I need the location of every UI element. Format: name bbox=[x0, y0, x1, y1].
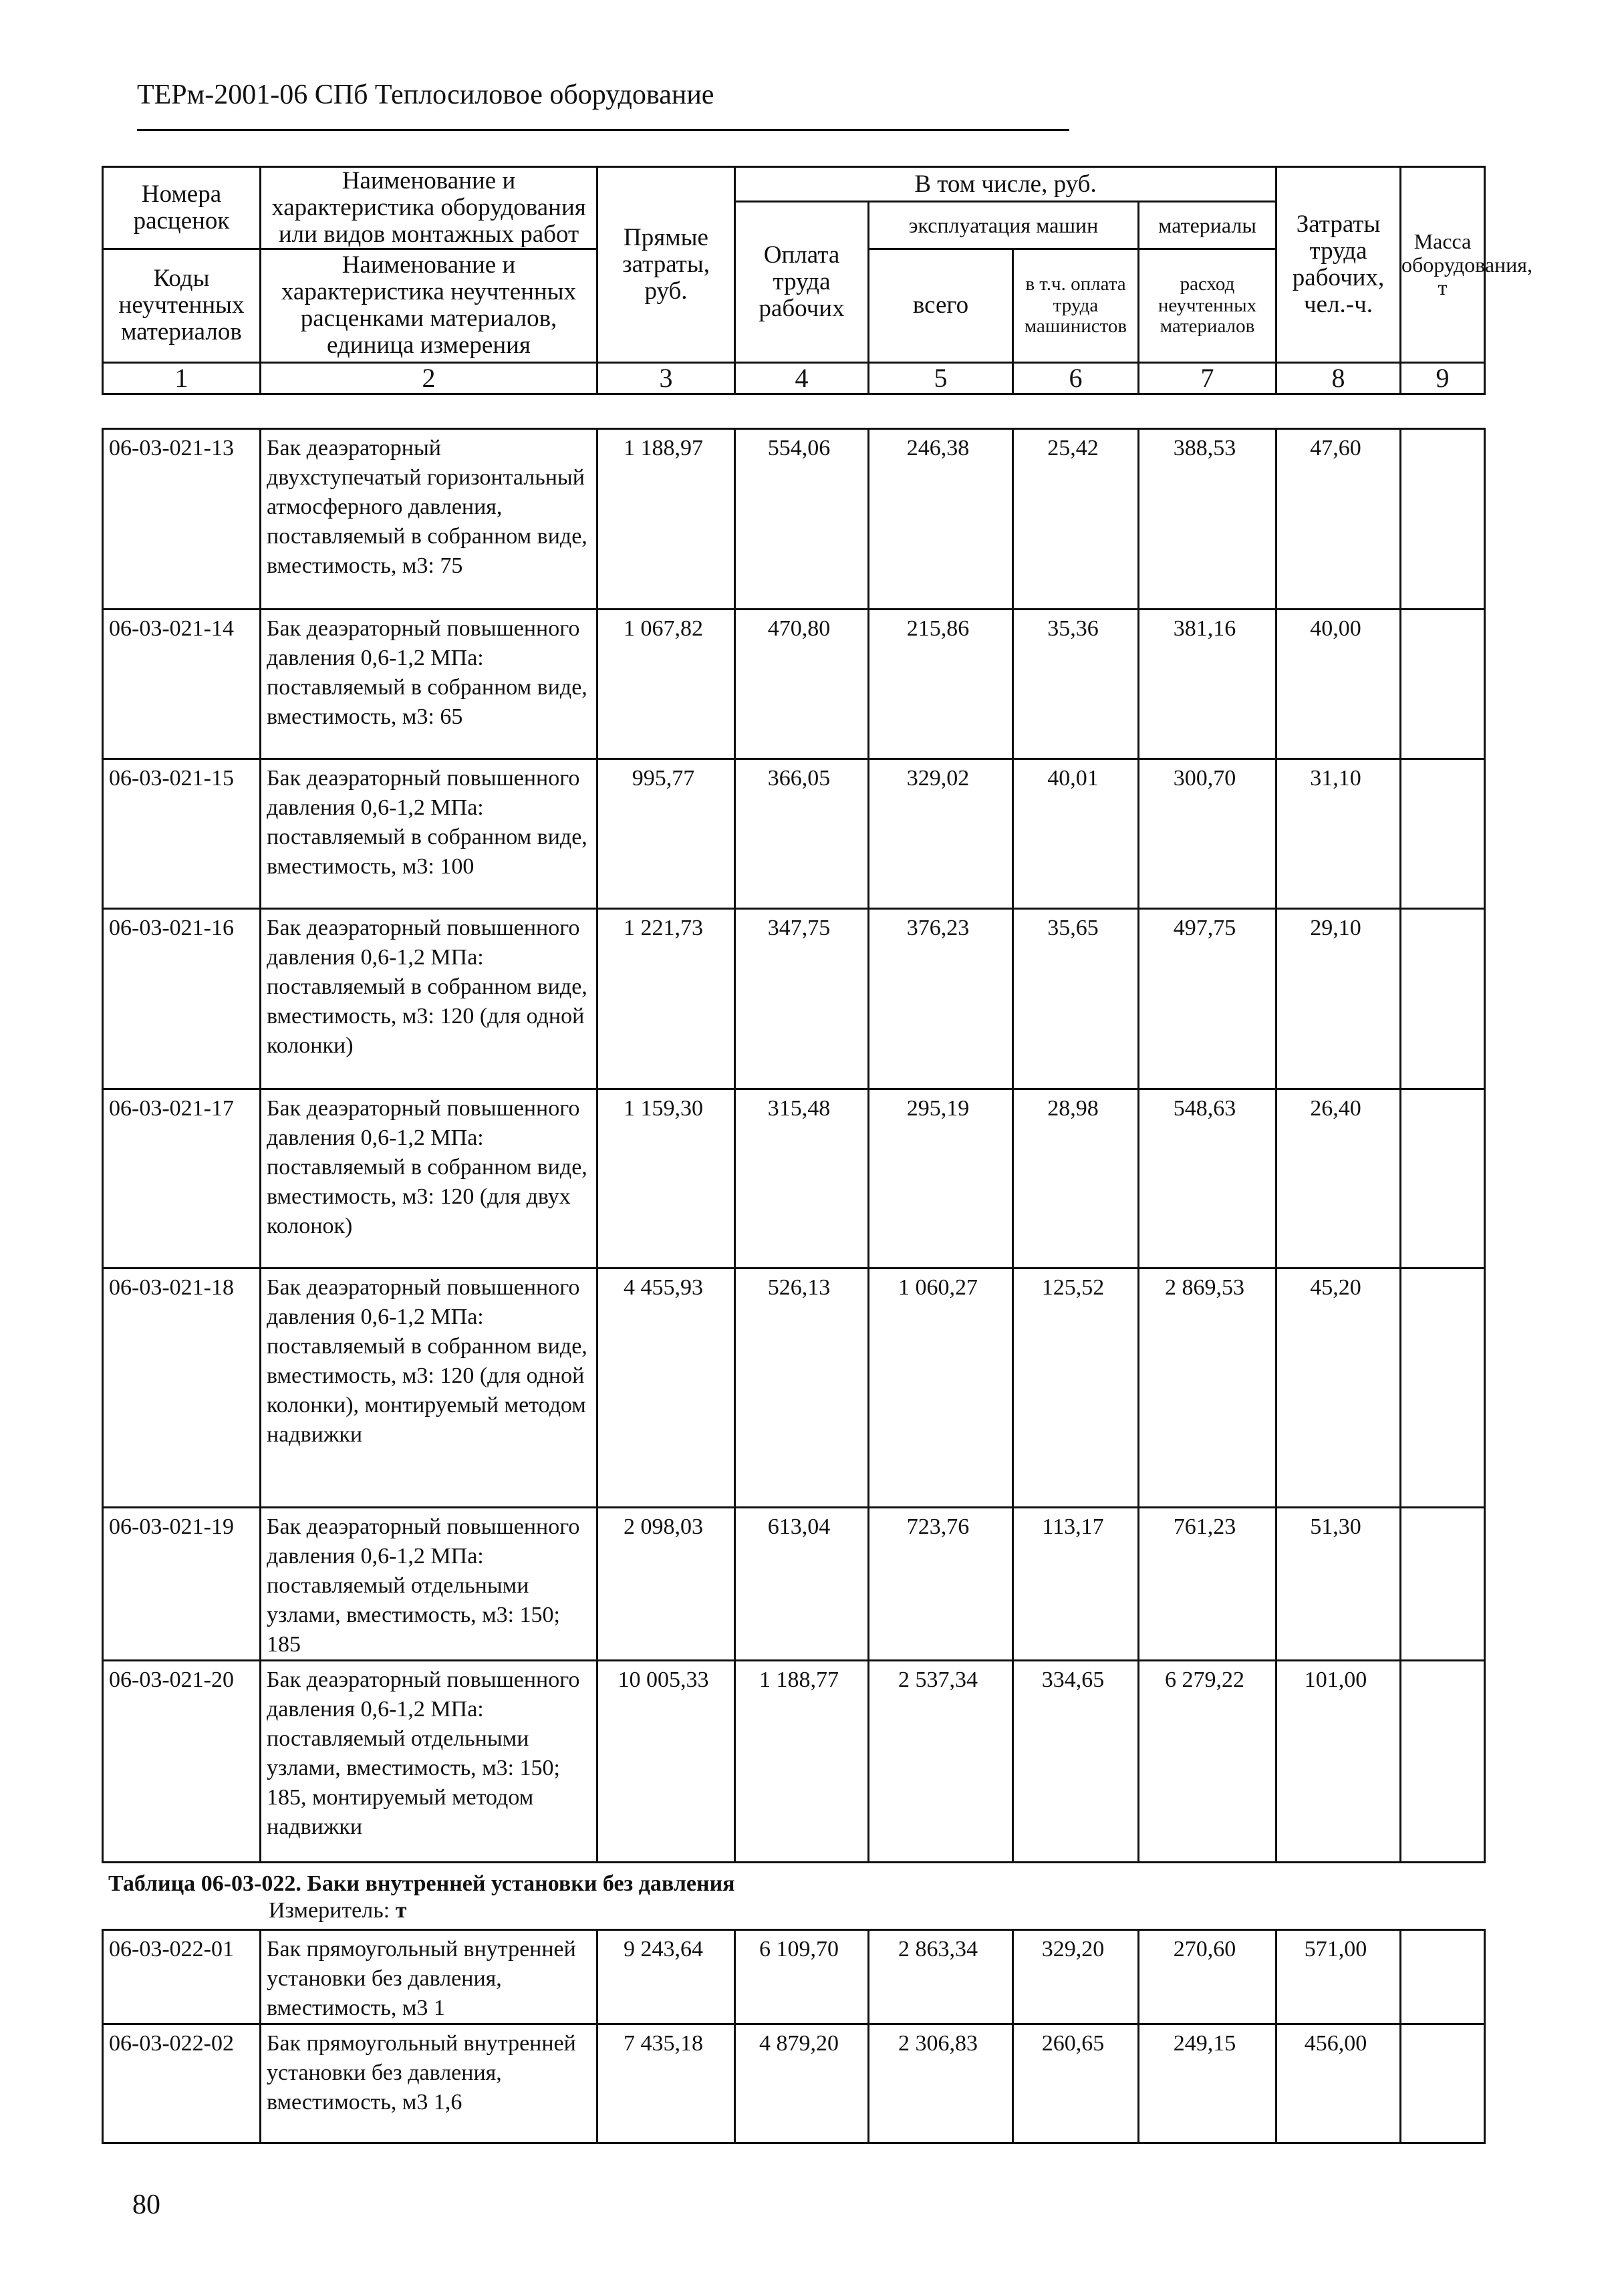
table-row bbox=[103, 1508, 1485, 1661]
labor-hours: 31,10 bbox=[1276, 759, 1401, 909]
materials-cost: 388,53 bbox=[1139, 429, 1276, 610]
table-row bbox=[103, 1661, 1485, 1863]
labor-hours: 29,10 bbox=[1276, 909, 1401, 1089]
machines-total: 329,02 bbox=[869, 759, 1013, 909]
labor-cost: 1 188,77 bbox=[735, 1661, 869, 1863]
rate-code: 06-03-022-02 bbox=[103, 2024, 261, 2143]
col8-header: Затраты труда рабочих, чел.-ч. bbox=[1276, 167, 1401, 363]
equipment-mass bbox=[1401, 1930, 1485, 2024]
machinists-pay: 334,65 bbox=[1013, 1661, 1139, 1863]
machines-total: 723,76 bbox=[869, 1508, 1013, 1661]
rate-code: 06-03-021-19 bbox=[103, 1508, 261, 1661]
running-head: ТЕРм-2001-06 СПб Теплосиловое оборудование bbox=[137, 80, 714, 110]
table-row bbox=[103, 2024, 1485, 2143]
labor-hours: 45,20 bbox=[1276, 1268, 1401, 1508]
equipment-mass bbox=[1401, 1089, 1485, 1268]
machinists-pay: 260,65 bbox=[1013, 2024, 1139, 2143]
machinists-pay: 25,42 bbox=[1013, 429, 1139, 610]
col7-header: расход неучтенных материалов bbox=[1139, 249, 1276, 362]
materials-header: материалы bbox=[1139, 202, 1276, 249]
machines-total: 295,19 bbox=[869, 1089, 1013, 1268]
equipment-mass bbox=[1401, 909, 1485, 1089]
direct-cost: 1 221,73 bbox=[597, 909, 735, 1089]
materials-cost: 381,16 bbox=[1139, 610, 1276, 759]
labor-hours: 456,00 bbox=[1276, 2024, 1401, 2143]
labor-hours: 47,60 bbox=[1276, 429, 1401, 610]
labor-hours: 26,40 bbox=[1276, 1089, 1401, 1268]
labor-cost: 526,13 bbox=[735, 1268, 869, 1508]
unit-label: Измеритель: bbox=[269, 1898, 390, 1923]
labor-hours: 51,30 bbox=[1276, 1508, 1401, 1661]
labor-hours: 571,00 bbox=[1276, 1930, 1401, 2024]
rate-name: Бак деаэраторный повышенного давления 0,6-1,2 МПа: поставляемый в собранном виде, вместимость, м3: 65 bbox=[261, 610, 597, 759]
equipment-mass bbox=[1401, 2024, 1485, 2143]
labor-cost: 613,04 bbox=[735, 1508, 869, 1661]
col-number: 9 bbox=[1401, 362, 1485, 394]
materials-cost: 2 869,53 bbox=[1139, 1268, 1276, 1508]
col2-header-top: Наименование и характеристика оборудования или видов монтажных работ bbox=[261, 167, 597, 249]
col-number: 5 bbox=[869, 362, 1013, 394]
table-row bbox=[103, 610, 1485, 759]
rate-name: Бак деаэраторный повышенного давления 0,6-1,2 МПа: поставляемый отдельными узлами, вместимость, м3: 150; 185 bbox=[261, 1508, 597, 1661]
labor-cost: 6 109,70 bbox=[735, 1930, 869, 2024]
rate-name: Бак прямоугольный внутренней установки без давления, вместимость, м3 1 bbox=[261, 1930, 597, 2024]
unit-line bbox=[269, 1898, 406, 1923]
group-header: В том числе, руб. bbox=[735, 167, 1276, 202]
rate-code: 06-03-022-01 bbox=[103, 1930, 261, 2024]
rate-name: Бак деаэраторный повышенного давления 0,6-1,2 МПа: поставляемый в собранном виде, вместимость, м3: 100 bbox=[261, 759, 597, 909]
column-header-table bbox=[102, 166, 1532, 395]
col6-header: в т.ч. оплата труда машинистов bbox=[1013, 249, 1139, 362]
machines-total: 2 863,34 bbox=[869, 1930, 1013, 2024]
rate-code: 06-03-021-13 bbox=[103, 429, 261, 610]
col3-header: Прямые затраты, руб. bbox=[597, 167, 735, 363]
equipment-mass bbox=[1401, 1508, 1485, 1661]
rate-name: Бак прямоугольный внутренней установки без давления, вместимость, м3 1,6 bbox=[261, 2024, 597, 2143]
machines-total: 215,86 bbox=[869, 610, 1013, 759]
equipment-mass bbox=[1401, 759, 1485, 909]
col2-header-bottom: Наименование и характеристика неучтенных расценками материалов, единица измерения bbox=[261, 249, 597, 362]
col-number: 3 bbox=[597, 362, 735, 394]
direct-cost: 1 067,82 bbox=[597, 610, 735, 759]
table-row bbox=[103, 429, 1485, 610]
machines-total: 2 306,83 bbox=[869, 2024, 1013, 2143]
table-row bbox=[103, 1268, 1485, 1508]
col-number: 6 bbox=[1013, 362, 1139, 394]
rates-table bbox=[102, 428, 1486, 1863]
table-caption: Таблица 06-03-022. Баки внутренней установки без давления bbox=[108, 1871, 735, 1896]
direct-cost: 9 243,64 bbox=[597, 1930, 735, 2024]
direct-cost: 7 435,18 bbox=[597, 2024, 735, 2143]
direct-cost: 10 005,33 bbox=[597, 1661, 735, 1863]
table-row bbox=[103, 759, 1485, 909]
labor-hours: 40,00 bbox=[1276, 610, 1401, 759]
machines-total: 2 537,34 bbox=[869, 1661, 1013, 1863]
materials-cost: 249,15 bbox=[1139, 2024, 1276, 2143]
table-row bbox=[103, 909, 1485, 1089]
machines-total: 246,38 bbox=[869, 429, 1013, 610]
rate-code: 06-03-021-20 bbox=[103, 1661, 261, 1863]
machinists-pay: 35,65 bbox=[1013, 909, 1139, 1089]
rate-name: Бак деаэраторный повышенного давления 0,6-1,2 МПа: поставляемый в собранном виде, вместимость, м3: 120 (для двух колонок) bbox=[261, 1089, 597, 1268]
rate-code: 06-03-021-18 bbox=[103, 1268, 261, 1508]
col-number: 1 bbox=[103, 362, 261, 394]
materials-cost: 6 279,22 bbox=[1139, 1661, 1276, 1863]
rate-code: 06-03-021-14 bbox=[103, 610, 261, 759]
equipment-mass bbox=[1401, 429, 1485, 610]
col-number: 4 bbox=[735, 362, 869, 394]
machinists-pay: 35,36 bbox=[1013, 610, 1139, 759]
rate-name: Бак деаэраторный повышенного давления 0,6-1,2 МПа: поставляемый в собранном виде, вместимость, м3: 120 (для одной колонки), монтируемый методом надвижки bbox=[261, 1268, 597, 1508]
rate-code: 06-03-021-15 bbox=[103, 759, 261, 909]
page-number: 80 bbox=[132, 2189, 160, 2220]
col-number: 2 bbox=[261, 362, 597, 394]
machines-header: эксплуатация машин bbox=[869, 202, 1139, 249]
direct-cost: 1 188,97 bbox=[597, 429, 735, 610]
machinists-pay: 113,17 bbox=[1013, 1508, 1139, 1661]
labor-cost: 4 879,20 bbox=[735, 2024, 869, 2143]
equipment-mass bbox=[1401, 610, 1485, 759]
labor-cost: 347,75 bbox=[735, 909, 869, 1089]
machines-total: 1 060,27 bbox=[869, 1268, 1013, 1508]
equipment-mass bbox=[1401, 1268, 1485, 1508]
materials-cost: 761,23 bbox=[1139, 1508, 1276, 1661]
materials-cost: 497,75 bbox=[1139, 909, 1276, 1089]
materials-cost: 300,70 bbox=[1139, 759, 1276, 909]
labor-hours: 101,00 bbox=[1276, 1661, 1401, 1863]
direct-cost: 995,77 bbox=[597, 759, 735, 909]
col9-header: Масса оборудования, т bbox=[1401, 167, 1485, 363]
col5-header: всего bbox=[869, 249, 1013, 362]
machines-total: 376,23 bbox=[869, 909, 1013, 1089]
machinists-pay: 329,20 bbox=[1013, 1930, 1139, 2024]
col1-header-bottom: Коды неучтенных материалов bbox=[103, 249, 261, 362]
equipment-mass bbox=[1401, 1661, 1485, 1863]
rates-table-2 bbox=[102, 1929, 1486, 2144]
machinists-pay: 125,52 bbox=[1013, 1268, 1139, 1508]
labor-cost: 470,80 bbox=[735, 610, 869, 759]
rate-name: Бак деаэраторный повышенного давления 0,6-1,2 МПа: поставляемый отдельными узлами, вместимость, м3: 150; 185, монтируемый методом надвижки bbox=[261, 1661, 597, 1863]
labor-cost: 554,06 bbox=[735, 429, 869, 610]
rate-name: Бак деаэраторный повышенного давления 0,6-1,2 МПа: поставляемый в собранном виде, вместимость, м3: 120 (для одной колонки) bbox=[261, 909, 597, 1089]
table-row bbox=[103, 1089, 1485, 1268]
col4-header: Оплата труда рабочих bbox=[735, 202, 869, 363]
labor-cost: 366,05 bbox=[735, 759, 869, 909]
machinists-pay: 28,98 bbox=[1013, 1089, 1139, 1268]
machinists-pay: 40,01 bbox=[1013, 759, 1139, 909]
labor-cost: 315,48 bbox=[735, 1089, 869, 1268]
rate-code: 06-03-021-16 bbox=[103, 909, 261, 1089]
col-number: 7 bbox=[1139, 362, 1276, 394]
direct-cost: 4 455,93 bbox=[597, 1268, 735, 1508]
col-number: 8 bbox=[1276, 362, 1401, 394]
materials-cost: 270,60 bbox=[1139, 1930, 1276, 2024]
unit-value: т bbox=[395, 1898, 407, 1923]
direct-cost: 2 098,03 bbox=[597, 1508, 735, 1661]
materials-cost: 548,63 bbox=[1139, 1089, 1276, 1268]
rate-code: 06-03-021-17 bbox=[103, 1089, 261, 1268]
col1-header-top: Номера расценок bbox=[103, 167, 261, 249]
header-rule bbox=[137, 129, 1069, 131]
table-row bbox=[103, 1930, 1485, 2024]
rate-name: Бак деаэраторный двухступечатый горизонтальный атмосферного давления, поставляемый в собранном виде, вместимость, м3: 75 bbox=[261, 429, 597, 610]
direct-cost: 1 159,30 bbox=[597, 1089, 735, 1268]
